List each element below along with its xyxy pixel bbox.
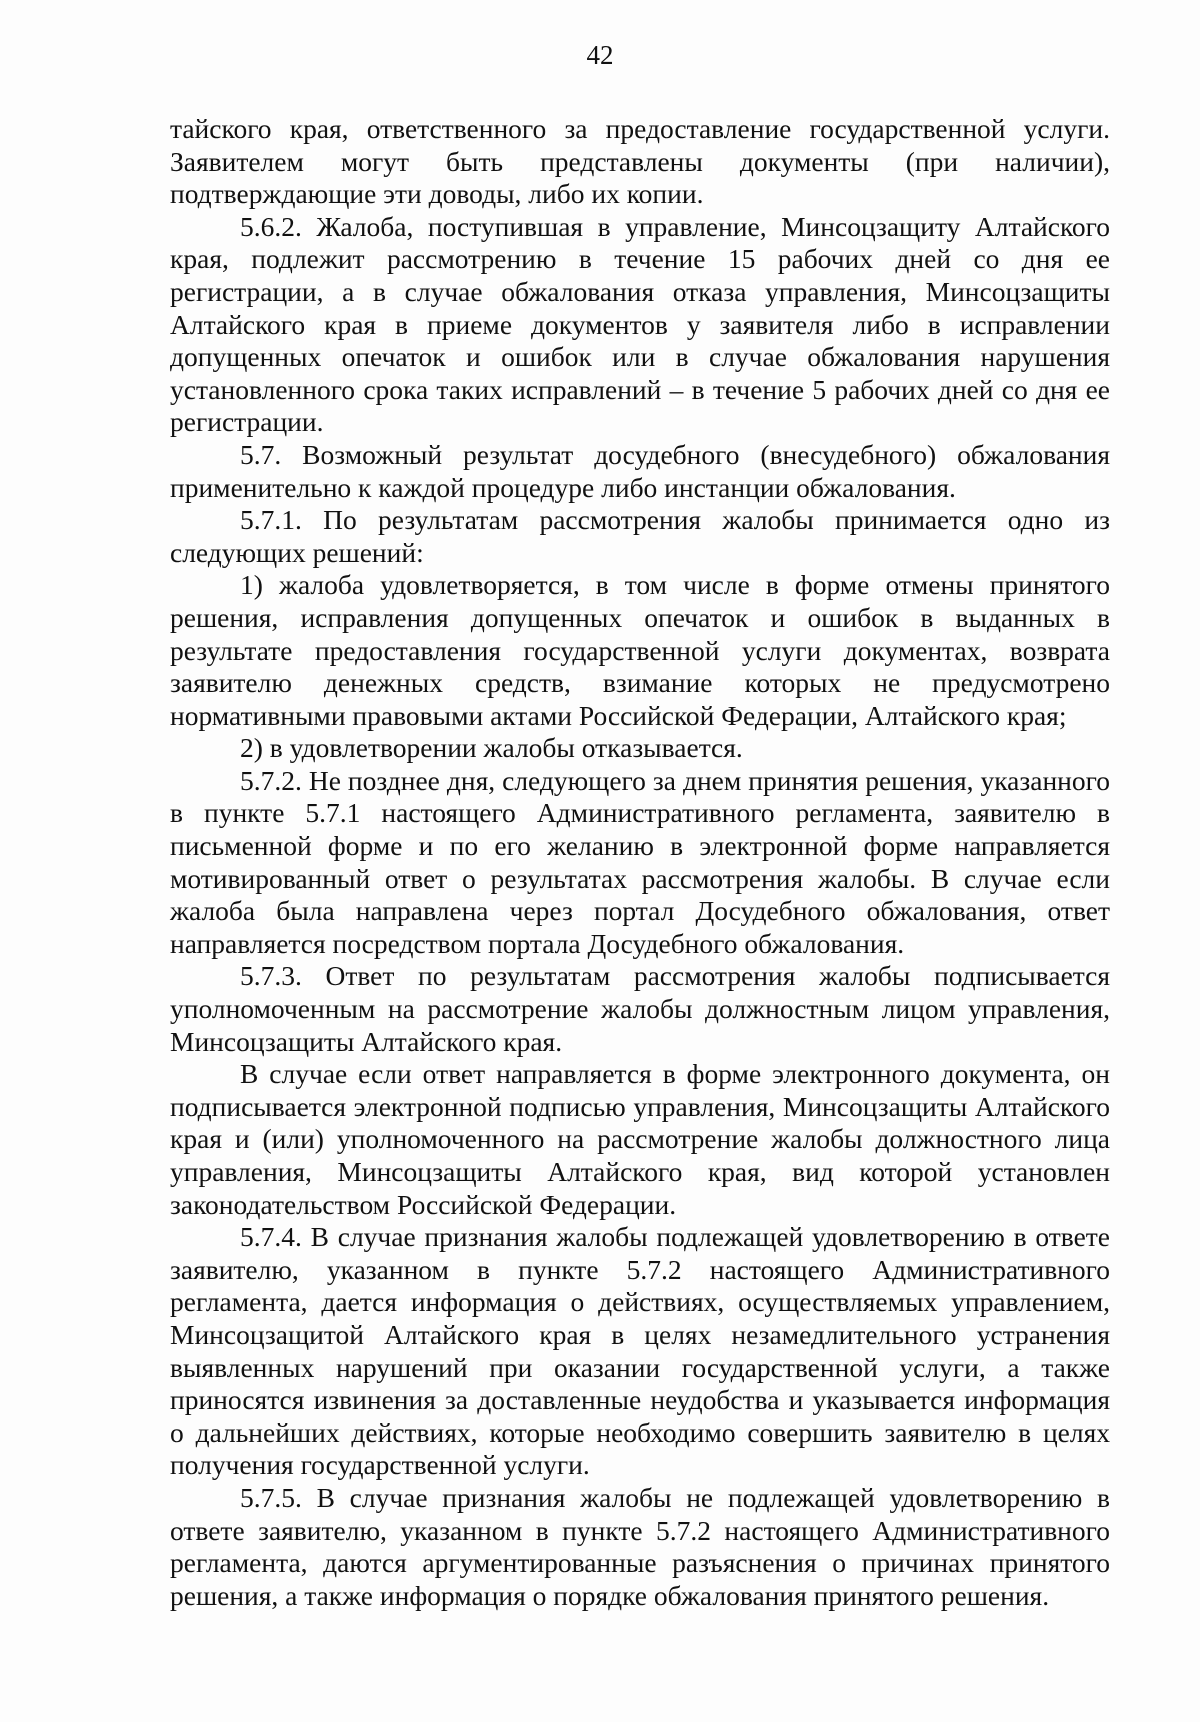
paragraph-5-7-1: 5.7.1. По результатам рассмотрения жалобы принимается одно из следующих решений: [170, 504, 1110, 568]
document-body [170, 113, 1110, 1612]
paragraph-5-7-3: 5.7.3. Ответ по результатам рассмотрения жалобы подписывается уполномоченным на рассмотрение жалобы должностным лицом управления, Минсоцзащиты Алтайского края. [170, 960, 1110, 1057]
list-item-1: 1) жалоба удовлетворяется, в том числе в форме отмены принятого решения, исправления допущенных опечаток и ошибок в выданных в результате предоставления государственной услуги документах, возврата заявителю денежных средств, взимание которых не предусмотрено нормативными правовыми актами Российской Федерации, Алтайского края; [170, 569, 1110, 731]
paragraph-5-7: 5.7. Возможный результат досудебного (внесудебного) обжалования применительно к каждой процедуре либо инстанции обжалования. [170, 438, 1110, 503]
paragraph-5-7-4: 5.7.4. В случае признания жалобы подлежащей удовлетворению в ответе заявителю, указанном в пункте 5.7.2 настоящего Административного регламента, дается информация о действиях, осуществляемых управлением, Минсоцзащитой Алтайского края в целях незамедлительного устранения выявленных нарушений при оказании государственной услуги, а также приносятся извинения за доставленные неудобства и указывается информация о дальнейших действиях, которые необходимо совершить заявителю в целях получения государственной услуги. [170, 1221, 1110, 1481]
page-number: 42 [586, 40, 614, 70]
paragraph-5-7-5: 5.7.5. В случае признания жалобы не подлежащей удовлетворению в ответе заявителю, указанном в пункте 5.7.2 настоящего Административного регламента, даются аргументированные разъяснения о причинах принятого решения, а также информация о порядке обжалования принятого решения. [170, 1481, 1110, 1611]
paragraph-continuation: тайского края, ответственного за предоставление государственной услуги. Заявителем могут быть представлены документы (при наличии), подтверждающие эти доводы, либо их копии. [170, 113, 1110, 210]
paragraph-5-6-2: 5.6.2. Жалоба, поступившая в управление, Минсоцзащиту Алтайского края, подлежит рассмотрению в течение 15 рабочих дней со дня ее регистрации, а в случае обжалования отказа управления, Минсоцзащиты Алтайского края в приеме документов у заявителя либо в исправлении допущенных опечаток и ошибок или в случае обжалования нарушения установленного срока таких исправлений – в течение 5 рабочих дней со дня ее регистрации. [170, 210, 1110, 438]
list-item-2: 2) в удовлетворении жалобы отказывается. [240, 732, 743, 764]
paragraph-5-7-2: 5.7.2. Не позднее дня, следующего за днем принятия решения, указанного в пункте 5.7.1 настоящего Административного регламента, заявителю в письменной форме и по его желанию в электронной форме направляется мотивированный ответ о результатах рассмотрения жалобы. В случае если жалоба была направлена через портал Досудебного обжалования, ответ направляется посредством портала Досудебного обжалования. [170, 764, 1110, 959]
paragraph-electronic-answer: В случае если ответ направляется в форме электронного документа, он подписывается электронной подписью управления, Минсоцзащиты Алтайского края и (или) уполномоченного на рассмотрение жалобы должностного лица управления, Минсоцзащиты Алтайского края, вид которой установлен законодательством Российской Федерации. [170, 1058, 1110, 1220]
